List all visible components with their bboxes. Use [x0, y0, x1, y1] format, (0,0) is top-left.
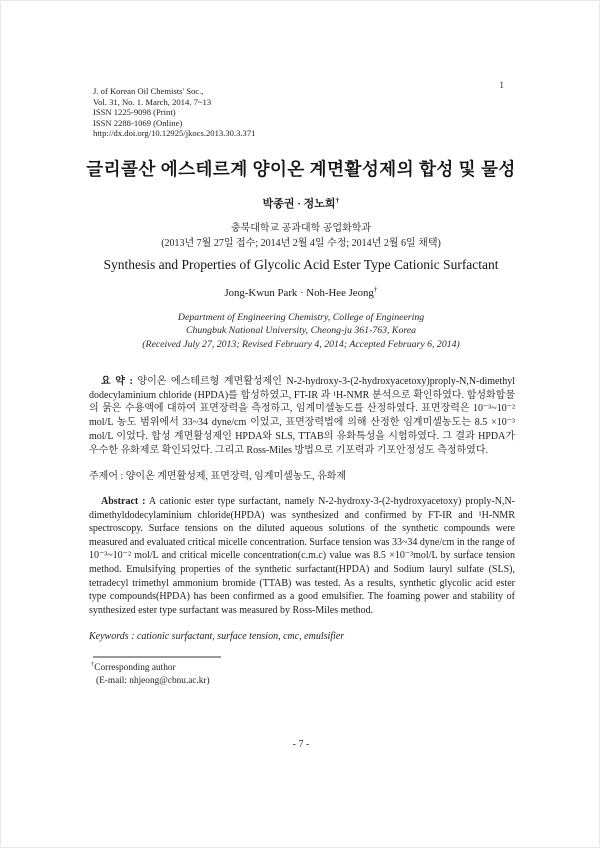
abstract-korean-label: 요 약 :	[101, 376, 133, 387]
dagger-icon: †	[91, 660, 95, 668]
affiliation-english-line2: Chungbuk National University, Cheong-ju 361-763, Korea	[185, 325, 417, 337]
corresponding-author-footnote	[91, 662, 351, 688]
corresponding-author-dagger: †	[335, 195, 340, 205]
authors-english	[1, 284, 600, 299]
page-number-top: 1	[499, 81, 504, 91]
affiliation-english-line1: Department of Engineering Chemistry, College of Engineering	[177, 312, 425, 323]
journal-name: J. of Korean Oil Chemists' Soc.,	[93, 86, 204, 96]
title-english: Synthesis and Properties of Glycolic Acid Ester Type Cationic Surfactant	[103, 257, 499, 272]
doi-url: http://dx.doi.org/10.12925/jkocs.2013.30.3.371	[93, 128, 256, 139]
authors-korean-names: 박종권 · 정노희	[262, 198, 336, 210]
issn-online: ISSN 2288-1069 (Online)	[93, 117, 183, 128]
title-korean: 글리콜산 에스테르계 양이온 계면활성제의 합성 및 물성	[86, 159, 516, 179]
dates-english: (Received July 27, 2013; Revised February 4, 2014; Accepted February 6, 2014)	[142, 339, 460, 350]
keywords-english-text: cationic surfactant, surface tension, cmc, emulsifier	[134, 631, 345, 642]
keywords-english	[89, 631, 515, 642]
footnote-email: (E-mail: nhjeong@cbnu.ac.kr)	[96, 676, 210, 686]
affiliation-english	[1, 311, 600, 337]
authors-english-names: Jong-Kwun Park · Noh-Hee Jeong	[224, 287, 374, 299]
issn-print: ISSN 1225-9098 (Print)	[93, 107, 176, 118]
abstract-korean-text: 양이온 에스테르형 계면활성제인 N-2-hydroxy-3-(2-hydroxyacetoxy)proply-N,N-dimethyl dodecylaminium chloride (HPDA)를 합성하였고, FT-IR 과 ¹H-NMR 분석으로 확인하였다. 합성화합물의 묽은 수용액에 대하여 표면장력을 측정하고, 임계미셀농도를 산정하였다. 표면장력은 10⁻³~10⁻² mol/L 농도 범위에서 33~34 dyne/cm 이었고, 표면장력법에 의해 산정한 임계미셀농도는 8.5 ×10⁻³ mol/L 이었다. 합성 계면활성제인 HPDA와 SLS, TTAB의 유화특성을 시험하였다. 그 결과 HPDA가 우수한 유화제로 확인되었다. 그리고 Ross-Miles 방법으로 기포력과 기포안정성도 측정하였다.	[89, 376, 515, 456]
keywords-english-label: Keywords :	[89, 631, 135, 642]
keywords-korean	[89, 467, 515, 482]
corresponding-author-dagger: †	[373, 284, 378, 294]
page-number-bottom: - 7 -	[292, 739, 310, 750]
keywords-korean-label: 주제어 :	[89, 471, 124, 482]
dates-korean: (2013년 7월 27일 접수; 2014년 2월 4일 수정; 2014년 2월 6일 채택)	[161, 238, 441, 249]
footnote-divider	[93, 656, 221, 658]
abstract-korean	[89, 375, 515, 457]
footnote-line1	[91, 662, 351, 675]
keywords-korean-text: 양이온 계면활성제, 표면장력, 임계미셀농도, 유화제	[123, 471, 347, 482]
abstract-english-text: A cationic ester type surfactant, namely N-2-hydroxy-3-(2-hydroxyacetoxy) proply-N,N-dimethyldodecylaminium chloride(HPDA) was synthesized and confirmed by FT-IR and ¹H-NMR spectroscopy. Surface tensions on the diluted aqueous solutions of the synthetic compounds were measured and evaluated critical micelle concentration. Surface tension was 33~34 dyne/cm in the range of 10⁻³~10⁻² mol/L and critical micelle concentration(c.m.c) value was 8.5 ×10⁻³mol/L by surface tension method. Emulsifying properties of the synthetic surfactant(HPDA) and Sodium lauryl sulfate (SLS), tetradecyl trimethyl ammonium bromide (TTAB) was tested. As a results, synthetic glycolic acid ester type compounds(HPDA) has been confirmed as a good emulsifier. The foaming power and stability of synthesized ester type surfactant was measured by Ross-Miles method.	[89, 496, 516, 616]
journal-header	[93, 86, 393, 139]
abstract-english-label: Abstract :	[101, 496, 146, 507]
journal-volume: Vol. 31, No. 1. March, 2014. 7~13	[93, 96, 212, 107]
affiliation-korean: 충북대학교 공과대학 공업화학과	[230, 223, 372, 234]
abstract-english	[89, 495, 515, 617]
authors-korean	[1, 195, 600, 211]
footnote-line1-text: Corresponding author	[94, 663, 176, 673]
